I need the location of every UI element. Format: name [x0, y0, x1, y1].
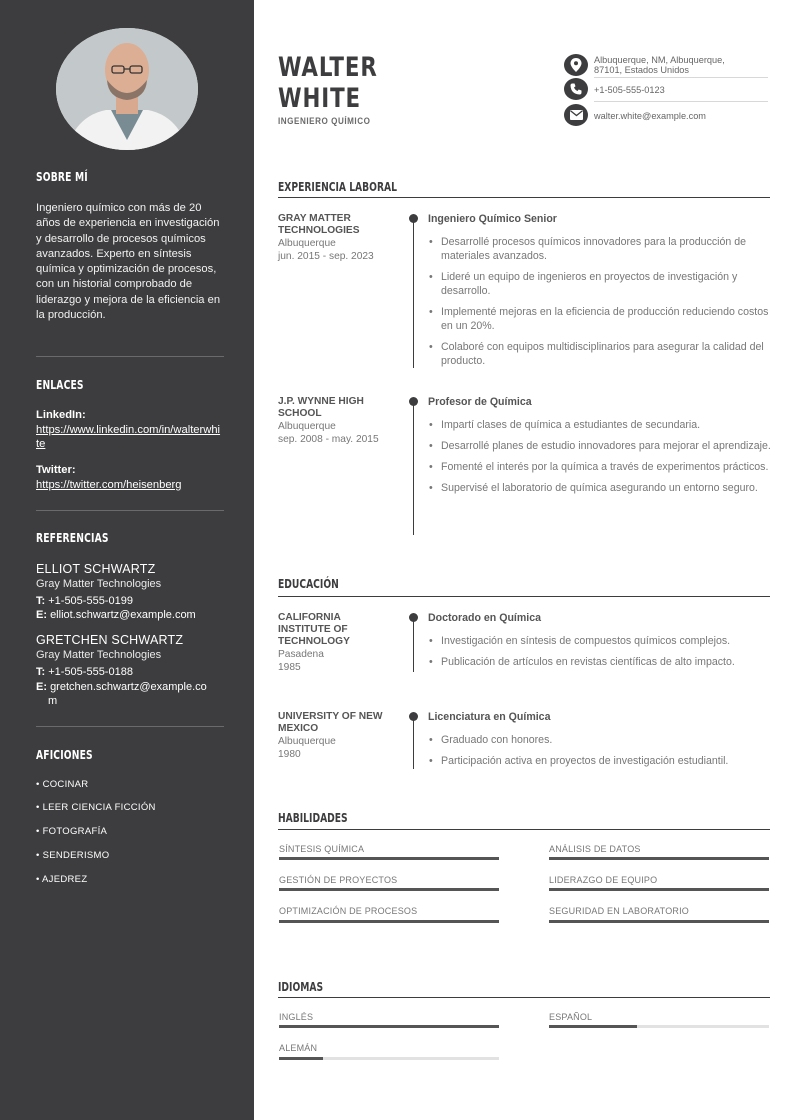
phone-icon	[564, 78, 588, 100]
twitter-label: Twitter:	[36, 464, 76, 476]
skill-bar-fill	[549, 888, 769, 891]
employment-dates: sep. 2008 - may. 2015	[278, 434, 379, 445]
job-bullets	[428, 418, 773, 502]
school-location: Pasadena	[278, 649, 324, 660]
hobbies-title: AFICIONES	[36, 748, 93, 762]
reference-name: GRETCHEN SCHWARTZ	[36, 633, 184, 647]
person-name: WALTER WHITE	[278, 52, 378, 114]
section-divider	[278, 997, 770, 998]
timeline-line	[413, 400, 414, 535]
list-item: • Graduado con honores.	[428, 733, 773, 747]
location-pin-icon	[564, 54, 588, 76]
list-item: • Publicación de artículos en revistas científicas de alto impacto.	[428, 655, 773, 669]
list-item: • Investigación en síntesis de compuestos químicos complejos.	[428, 634, 773, 648]
hobby-item: • COCINAR	[36, 779, 89, 790]
timeline-dot	[409, 712, 418, 721]
timeline-dot	[409, 214, 418, 223]
timeline-dot	[409, 397, 418, 406]
skill-bar-fill	[279, 857, 499, 860]
degree-title: Doctorado en Química	[428, 612, 542, 624]
skill-bar	[549, 920, 769, 923]
languages-title: IDIOMAS	[278, 980, 324, 994]
section-divider	[278, 829, 770, 830]
linkedin-link[interactable]: https://www.linkedin.com/in/walterwhite	[36, 424, 221, 450]
employer-location: Albuquerque	[278, 238, 336, 249]
references-title: REFERENCIAS	[36, 531, 109, 545]
about-text: Ingeniero químico con más de 20 años de experiencia en investigación y desarrollo de procesos químicos avanzados. Experto en síntesis química y optimización de procesos, con un historial comprobado de liderazgo y mejora de la eficiencia en la producción.	[36, 202, 221, 322]
language-bar-fill	[549, 1025, 637, 1028]
divider	[36, 356, 224, 357]
reference-company: Gray Matter Technologies	[36, 578, 162, 590]
list-item: • Desarrollé procesos químicos innovadores para la producción de materiales avanzados.	[428, 235, 773, 263]
list-item: • Supervisé el laboratorio de química asegurando un entorno seguro.	[428, 481, 773, 495]
school-name: CALIFORNIA INSTITUTE OF TECHNOLOGY	[278, 612, 350, 647]
graduation-year: 1985	[278, 662, 301, 673]
degree-bullets	[428, 634, 773, 676]
divider	[36, 510, 224, 511]
contact-address: Albuquerque, NM, Albuquerque, 87101, Estados Unidos	[594, 55, 725, 75]
hobby-item: • AJEDREZ	[36, 874, 88, 885]
skill-bar	[549, 857, 769, 860]
skill-bar	[549, 888, 769, 891]
skill-bar	[279, 857, 499, 860]
twitter-link[interactable]: https://twitter.com/heisenberg	[36, 479, 182, 491]
graduation-year: 1980	[278, 749, 301, 760]
language-bar	[549, 1025, 769, 1028]
reference-phone: T: +1-505-555-0188	[36, 666, 133, 678]
divider	[594, 101, 768, 102]
skill-bar-fill	[549, 857, 769, 860]
list-item: • Colaboré con equipos multidisciplinarios para asegurar la calidad del producto.	[428, 340, 773, 368]
employment-dates: jun. 2015 - sep. 2023	[278, 251, 374, 262]
skill-label: SÍNTESIS QUÍMICA	[279, 844, 365, 854]
hobby-item: • SENDERISMO	[36, 850, 110, 861]
hobby-item: • LEER CIENCIA FICCIÓN	[36, 802, 156, 813]
skill-label: GESTIÓN DE PROYECTOS	[279, 875, 398, 885]
school-name: UNIVERSITY OF NEW MEXICO	[278, 711, 383, 734]
timeline-line	[413, 218, 414, 368]
skill-label: ANÁLISIS DE DATOS	[549, 844, 641, 854]
linkedin-label: LinkedIn:	[36, 409, 86, 421]
email-icon	[564, 104, 588, 126]
reference-email: E: elliot.schwartz@example.com	[36, 609, 196, 621]
hobby-item: • FOTOGRAFÍA	[36, 826, 108, 837]
links-title: ENLACES	[36, 378, 84, 392]
job-bullets	[428, 235, 773, 375]
profile-photo	[56, 28, 198, 150]
contact-email[interactable]: walter.white@example.com	[594, 111, 706, 121]
degree-title: Licenciatura en Química	[428, 711, 551, 723]
skill-label: OPTIMIZACIÓN DE PROCESOS	[279, 906, 418, 916]
reference-phone: T: +1-505-555-0199	[36, 595, 133, 607]
language-bar	[279, 1057, 499, 1060]
skill-bar	[279, 888, 499, 891]
language-bar-fill	[279, 1057, 323, 1060]
list-item: • Impartí clases de química a estudiantes de secundaria.	[428, 418, 773, 432]
list-item: • Implementé mejoras en la eficiencia de producción reduciendo costos en un 20%.	[428, 305, 773, 333]
skill-bar-fill	[549, 920, 769, 923]
language-label: INGLÉS	[279, 1012, 314, 1022]
job-title: Ingeniero Químico Senior	[428, 213, 557, 225]
timeline-line	[413, 616, 414, 672]
skill-bar	[279, 920, 499, 923]
employer-name: J.P. WYNNE HIGH SCHOOL	[278, 396, 364, 419]
section-divider	[278, 197, 770, 198]
skills-title: HABILIDADES	[278, 811, 348, 825]
employer-location: Albuquerque	[278, 421, 336, 432]
school-location: Albuquerque	[278, 736, 336, 747]
job-title: Profesor de Química	[428, 396, 532, 408]
timeline-dot	[409, 613, 418, 622]
person-role: INGENIERO QUÍMICO	[278, 116, 371, 126]
about-title: SOBRE MÍ	[36, 170, 88, 184]
experience-title: EXPERIENCIA LABORAL	[278, 180, 397, 194]
reference-name: ELLIOT SCHWARTZ	[36, 562, 156, 576]
reference-email: E: gretchen.schwartz@example.co m	[36, 681, 207, 707]
list-item: • Desarrollé planes de estudio innovadores para mejorar el aprendizaje.	[428, 439, 773, 453]
skill-bar-fill	[279, 888, 499, 891]
degree-bullets	[428, 733, 773, 775]
list-item: • Participación activa en proyectos de investigación estudiantil.	[428, 754, 773, 768]
language-label: ALEMÁN	[279, 1043, 318, 1053]
contact-phone[interactable]: +1-505-555-0123	[594, 85, 665, 95]
list-item: • Fomenté el interés por la química a través de experimentos prácticos.	[428, 460, 773, 474]
skill-label: SEGURIDAD EN LABORATORIO	[549, 906, 689, 916]
timeline-line	[413, 715, 414, 769]
divider	[594, 77, 768, 78]
education-title: EDUCACIÓN	[278, 577, 339, 591]
language-label: ESPAÑOL	[549, 1012, 593, 1022]
sidebar	[0, 0, 254, 1120]
language-bar-fill	[279, 1025, 499, 1028]
skill-bar-fill	[279, 920, 499, 923]
divider	[36, 726, 224, 727]
reference-company: Gray Matter Technologies	[36, 649, 162, 661]
employer-name: GRAY MATTER TECHNOLOGIES	[278, 213, 360, 236]
section-divider	[278, 596, 770, 597]
skill-label: LIDERAZGO DE EQUIPO	[549, 875, 658, 885]
language-bar	[279, 1025, 499, 1028]
list-item: • Lideré un equipo de ingenieros en proyectos de investigación y desarrollo.	[428, 270, 773, 298]
